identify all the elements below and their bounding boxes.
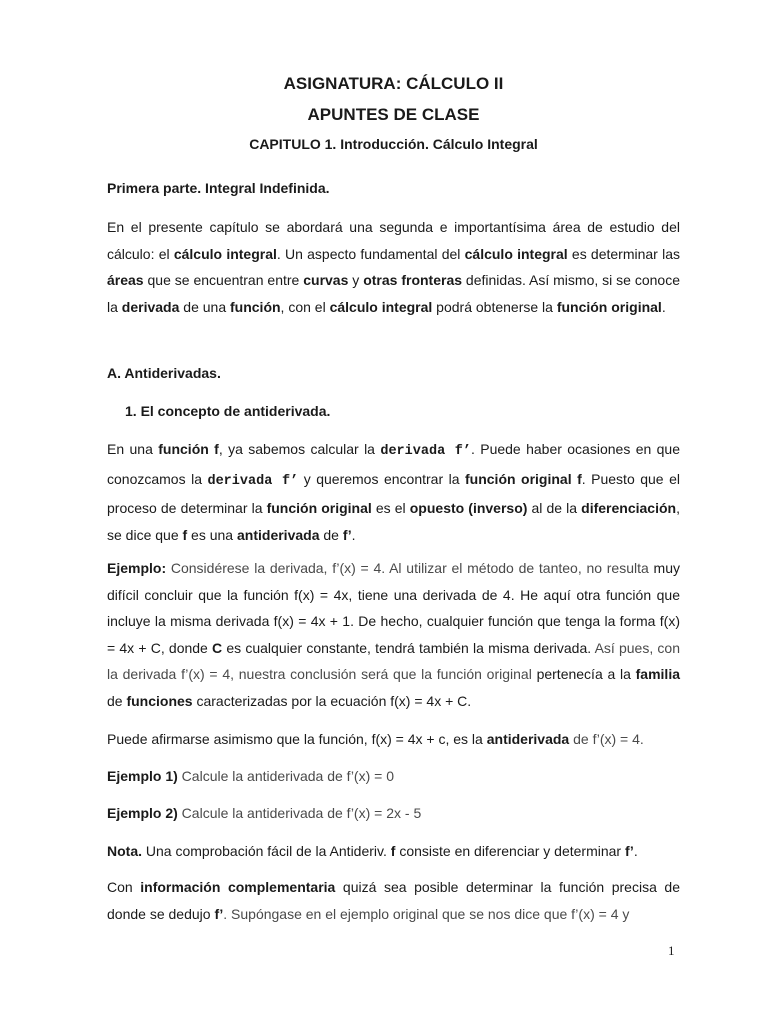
bold-term: opuesto (inverso) [409, 500, 528, 517]
example-label: Ejemplo 1) [107, 768, 178, 784]
text-run: de [319, 526, 343, 543]
part-heading: Primera parte. Integral Indefinida. [107, 180, 330, 196]
text-run: al de la [527, 500, 582, 517]
concept-paragraph [107, 436, 680, 548]
page-number: 1 [668, 943, 675, 958]
text-run: podrá obtenerse la [432, 298, 557, 315]
bold-term: función [230, 298, 281, 315]
bold-term: función original [556, 298, 662, 315]
text-run: Calcule la antiderivada de f’(x) = 2x - 5 [177, 805, 422, 821]
bold-term: f’ [342, 526, 352, 543]
subsection-heading-1: 1. El concepto de antiderivada. [125, 403, 331, 419]
text-run: Con [107, 879, 141, 895]
text-run: y queremos encontrar la [298, 470, 465, 487]
text-run: que se encuentran entre [143, 272, 304, 289]
text-run: . [633, 843, 638, 859]
text-run: . Puesto que el proceso de determinar la [107, 470, 680, 517]
text-run: pertenecía a la [531, 666, 636, 683]
bold-term: f [390, 843, 396, 859]
text-run: Considérese la derivada, f’(x) = 4. Al utilizar el método de tanteo, no resulta [166, 560, 649, 576]
bold-term: cálculo integral [173, 245, 277, 262]
notes-subtitle: APUNTES DE CLASE [307, 105, 480, 124]
bold-term: f’ [214, 905, 224, 922]
text-run: . Puede haber ocasiones en que conozcamos la [107, 441, 681, 487]
mono-term: derivada f’ [207, 473, 299, 489]
text-run: , se dice que [107, 500, 680, 543]
text-run: es el [371, 500, 410, 517]
text-run: Una comprobación fácil de la Antideriv. [142, 843, 391, 859]
bold-term: otras fronteras [363, 272, 463, 289]
text-run: En el presente capítulo se abordará una segunda e importantísima área de estudio del cálculo: el [107, 219, 680, 262]
text-run: . [661, 298, 666, 315]
text-run: muy difícil concluir que la función f(x) = 4x, tiene una derivada de 4. He aquí otra función que incluye la misma derivada f(x) = 4x + 1. De hecho, cualquier función que tenga la forma f(x) = 4x + C, donde [107, 560, 680, 656]
text-run: y [348, 272, 364, 289]
example-label: Ejemplo: [107, 560, 167, 576]
text-run: Puede afirmarse asimismo que la función, f(x) = 4x + c, es la [107, 731, 487, 747]
course-title: ASIGNATURA: CÁLCULO II [283, 74, 504, 93]
text-run: definidas. Así mismo, si se conoce la [107, 272, 680, 315]
bold-term: curvas [303, 272, 349, 289]
text-run: es cualquier constante, tendrá también la misma derivada. [222, 639, 595, 656]
text-run: Así pues, con la derivada f’(x) = 4, nuestra conclusión será que la función original [107, 639, 680, 683]
bold-term: f [182, 526, 188, 543]
note-paragraph [107, 838, 680, 865]
text-run: . [351, 526, 356, 543]
text-run: caracterizadas por la ecuación f(x) = 4x + C. [192, 692, 472, 709]
example-1 [107, 763, 680, 790]
text-run: es una [187, 526, 237, 543]
bold-term: función original [266, 500, 372, 517]
section-heading-a: A. Antiderivadas. [107, 365, 221, 381]
text-run: de [107, 692, 127, 709]
text-run: de f’(x) = 4. [569, 731, 644, 747]
bold-term: función original f [465, 470, 582, 487]
text-run: quizá sea posible determinar la función precisa de donde se dedujo [107, 879, 681, 922]
note-label: Nota. [107, 843, 142, 859]
text-run: , con el [280, 298, 330, 315]
intro-paragraph [107, 214, 680, 320]
bold-term: función f [158, 441, 219, 457]
bold-term: funciones [126, 692, 193, 709]
mono-term: derivada f’ [380, 444, 471, 459]
bold-term: derivada [121, 298, 180, 315]
bold-term: áreas [107, 272, 144, 289]
text-run: es determinar las [567, 245, 680, 262]
text-run: , ya sabemos calcular la [218, 441, 381, 457]
example-label: Ejemplo 2) [107, 805, 178, 821]
text-run: de una [179, 298, 230, 315]
bold-term: diferenciación [581, 500, 677, 517]
bold-term: cálculo integral [464, 245, 568, 262]
example-paragraph [107, 555, 680, 715]
complement-paragraph [107, 874, 680, 927]
text-run: Calcule la antiderivada de f’(x) = 0 [177, 768, 394, 784]
bold-term: C [212, 639, 223, 656]
text-run: En una [107, 441, 159, 457]
bold-term: familia [635, 666, 680, 683]
bold-term: antiderivada [237, 526, 320, 543]
text-run: consiste en diferenciar y determinar [395, 843, 625, 859]
bold-term: información complementaria [140, 879, 336, 895]
bold-term: f’ [625, 843, 634, 859]
text-run: . Supóngase en el ejemplo original que se nos dice que f’(x) = 4 y [223, 905, 630, 922]
chapter-title: CAPITULO 1. Introducción. Cálculo Integral [249, 136, 538, 152]
bold-term: cálculo integral [329, 298, 433, 315]
bold-term: antiderivada [486, 731, 570, 747]
example-2 [107, 800, 680, 827]
affirm-paragraph [107, 726, 680, 753]
text-run: . Un aspecto fundamental del [276, 245, 465, 262]
